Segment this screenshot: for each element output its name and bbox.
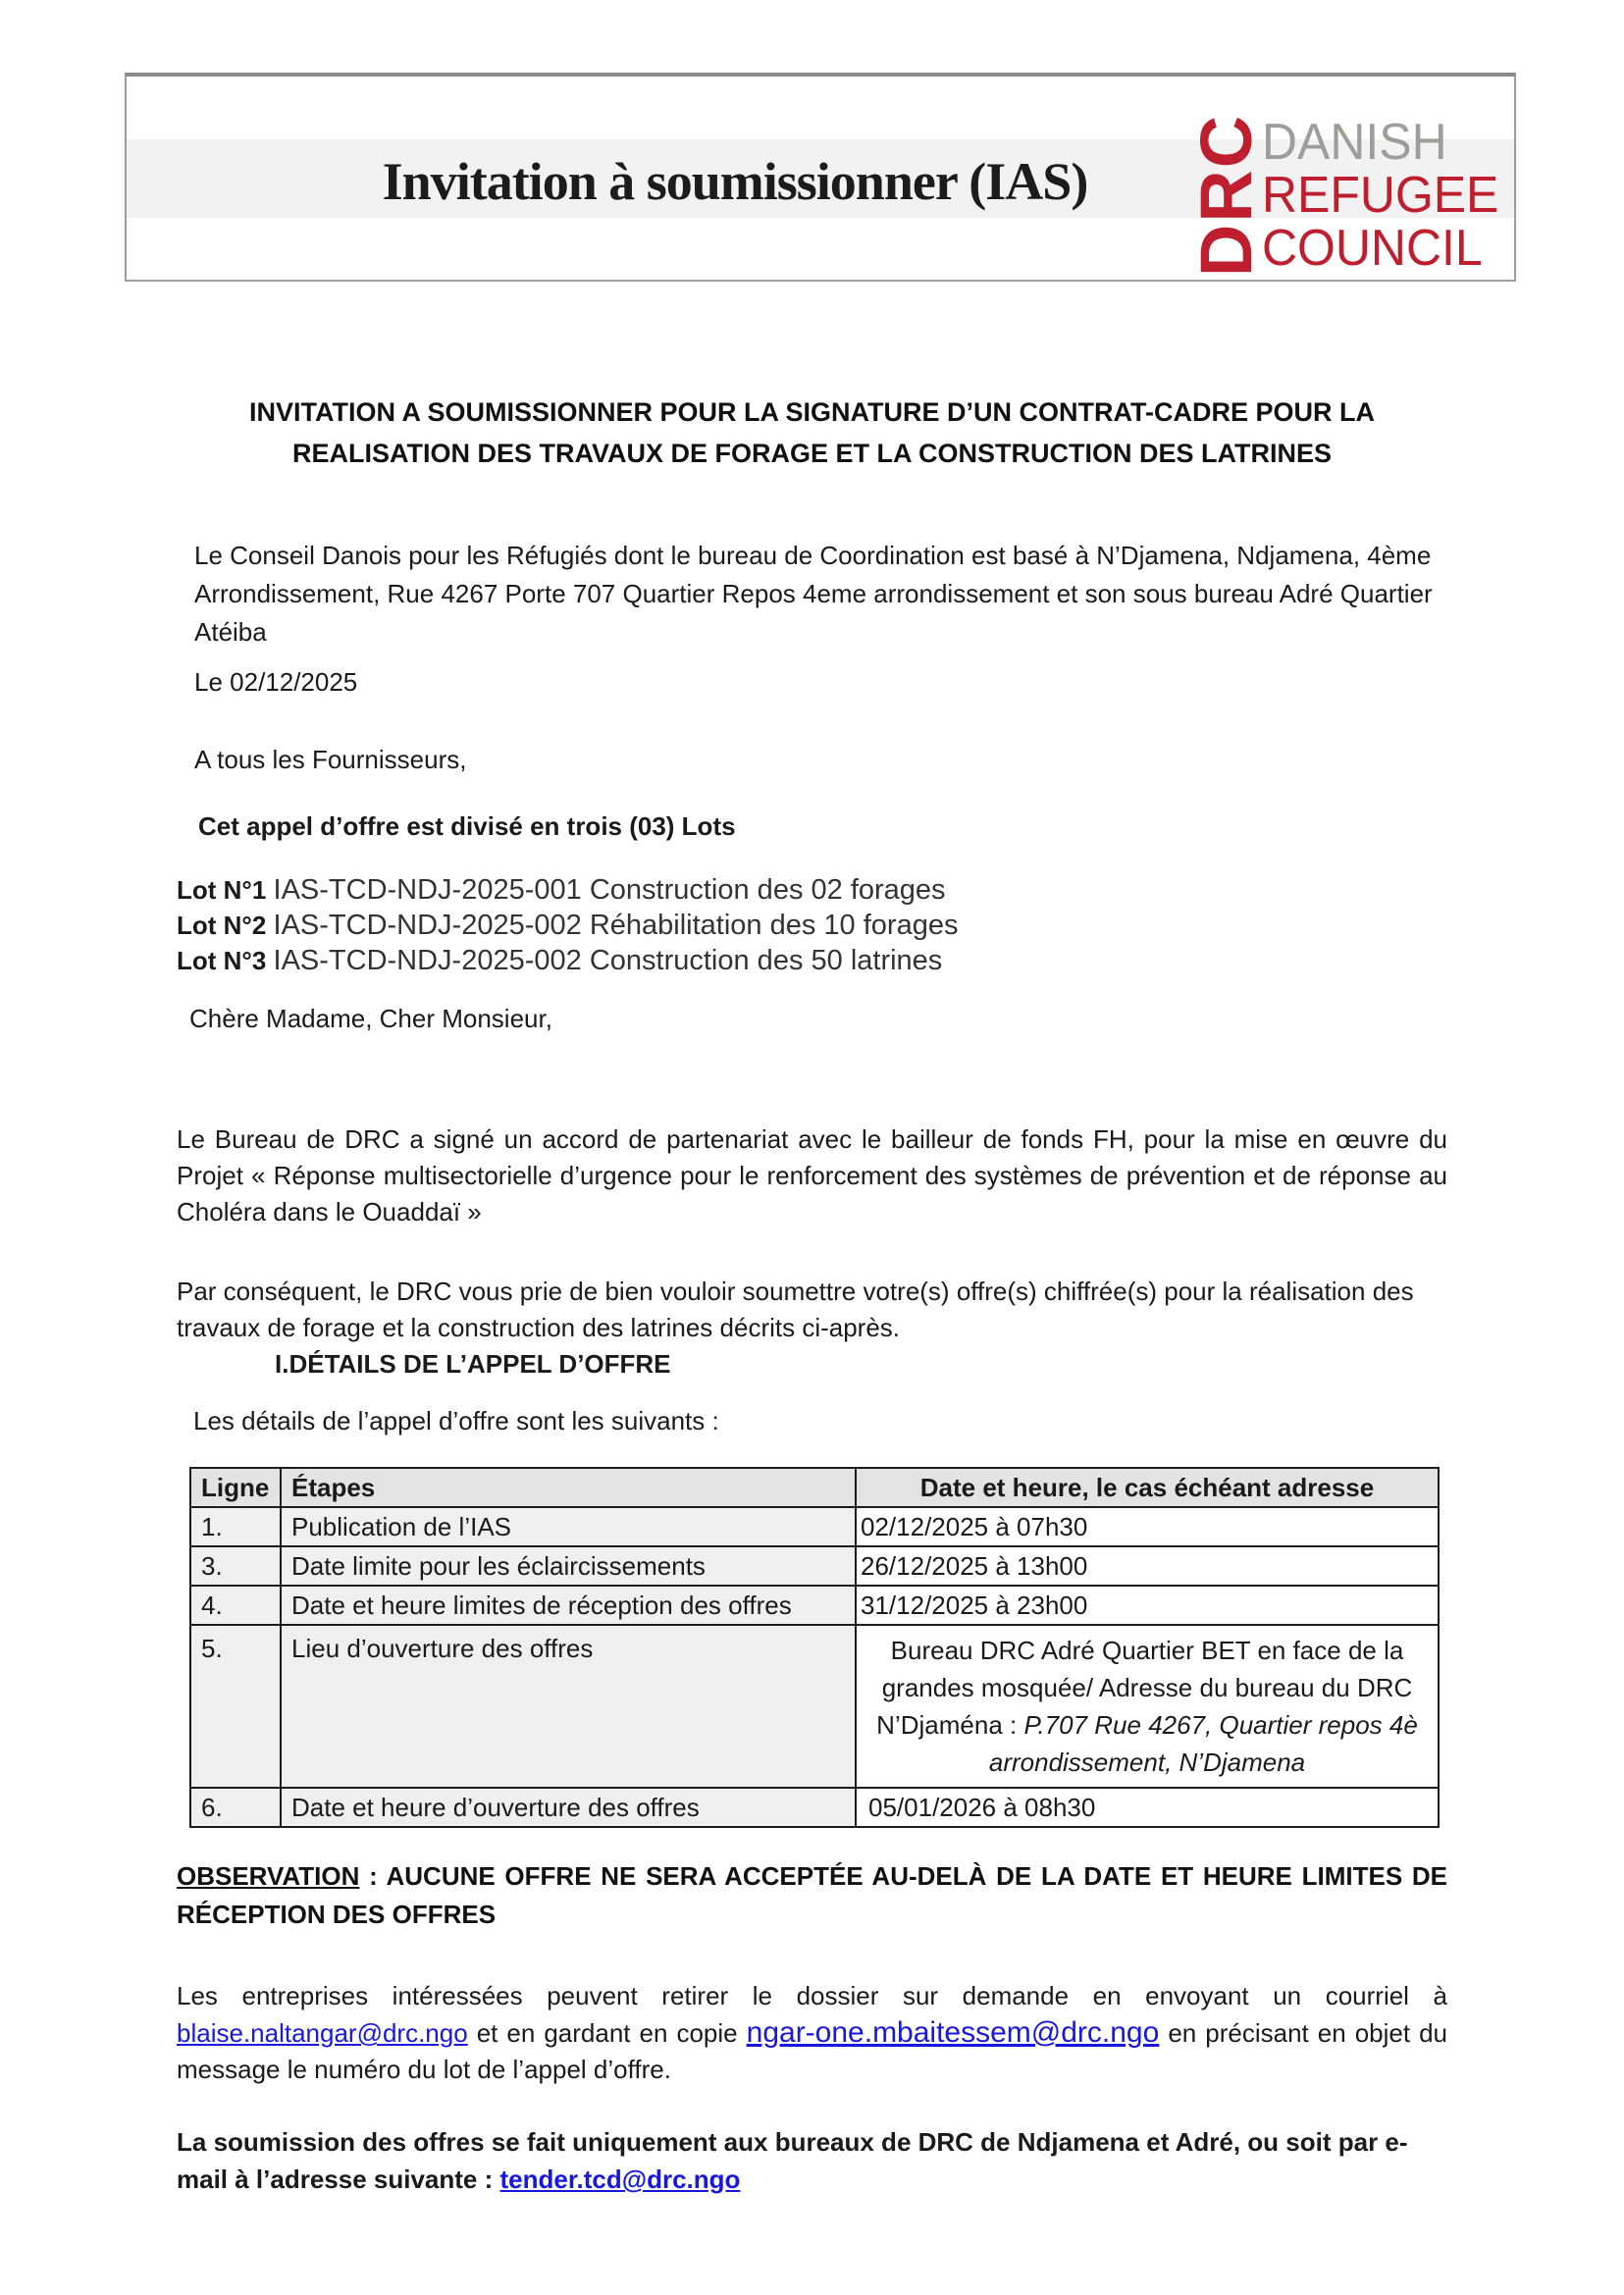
request-paragraph: Par conséquent, le DRC vous prie de bien vouloir soumettre votre(s) offre(s) chiffrée(s) pour la réalisation des travaux de forage et la construction des latrines décrits ci-après. bbox=[177, 1277, 1414, 1342]
main-heading bbox=[177, 391, 1447, 474]
row-num-cell: 4. bbox=[190, 1586, 281, 1625]
withdraw-paragraph bbox=[177, 1978, 1447, 2088]
table-row bbox=[190, 1625, 1439, 1788]
logo-word-refugee: REFUGEE bbox=[1261, 167, 1498, 224]
lot-3-value: IAS-TCD-NDJ-2025-002 Construction des 50 latrines bbox=[273, 945, 943, 976]
address-part-3: P.707 Rue 4267, Quartier repos 4è arrondissement, N’Djamena bbox=[988, 1710, 1418, 1777]
observation-text: : AUCUNE OFFRE NE SERA ACCEPTÉE AU-DELÀ DE LA DATE ET HEURE LIMITES DE RÉCEPTION DES OFFRES bbox=[177, 1861, 1447, 1929]
lot-1-value: IAS-TCD-NDJ-2025-001 Construction des 02 forages bbox=[273, 874, 946, 906]
drc-logo-vertical-text: DRC bbox=[1184, 113, 1267, 278]
date-cell: 26/12/2025 à 13h00 bbox=[856, 1546, 1439, 1586]
lot-2-label: Lot N°2 bbox=[177, 911, 267, 940]
date-line: Le 02/12/2025 bbox=[194, 667, 358, 697]
document-header bbox=[125, 73, 1516, 282]
email-link-blaise[interactable]: blaise.naltangar@drc.ngo bbox=[177, 2018, 468, 2048]
withdraw-text-3: en précisant en objet du message le numéro du lot de l’appel d’offre. bbox=[177, 2018, 1448, 2084]
date-cell: 02/12/2025 à 07h30 bbox=[856, 1507, 1439, 1546]
lot-2-value: IAS-TCD-NDJ-2025-002 Réhabilitation des 10 forages bbox=[273, 910, 959, 941]
row-num-cell: 1. bbox=[190, 1507, 281, 1546]
document-title: Invitation à soumissionner (IAS) bbox=[382, 152, 1088, 211]
intro-paragraph: Le Conseil Danois pour les Réfugiés dont le bureau de Coordination est basé à N’Djamena, Ndjamena, 4ème Arrondissement, Rue 4267 Porte 707 Quartier Repos 4eme arrondissement et son sous bureau Adré Quartier Atéiba bbox=[194, 541, 1433, 647]
address-part-2: Adresse du bureau du DRC N’Djaména : bbox=[876, 1673, 1413, 1740]
salutation: Chère Madame, Cher Monsieur, bbox=[189, 1004, 552, 1033]
observation-paragraph bbox=[177, 1857, 1447, 1934]
step-cell: Publication de l’IAS bbox=[281, 1507, 856, 1546]
drc-logo bbox=[1184, 104, 1508, 287]
drc-logo-wordmark bbox=[1262, 116, 1498, 275]
main-heading-line2: REALISATION DES TRAVAUX DE FORAGE ET LA CONSTRUCTION DES LATRINES bbox=[291, 439, 1333, 468]
lot-item-1 bbox=[177, 872, 1447, 908]
col-header-date: Date et heure, le cas échéant adresse bbox=[856, 1468, 1439, 1507]
main-heading-line1: INVITATION A SOUMISSIONNER POUR LA SIGNATURE D’UN CONTRAT-CADRE POUR LA bbox=[249, 397, 1375, 427]
row-num-cell: 6. bbox=[190, 1788, 281, 1827]
email-link-tender[interactable]: tender.tcd@drc.ngo bbox=[499, 2165, 741, 2194]
step-cell: Date limite pour les éclaircissements bbox=[281, 1546, 856, 1586]
details-intro: Les détails de l’appel d’offre sont les suivants : bbox=[193, 1406, 719, 1435]
lot-3-label: Lot N°3 bbox=[177, 946, 267, 975]
submission-text: La soumission des offres se fait uniquement aux bureaux de DRC de Ndjamena et Adré, ou soit par e-mail à l’adresse suivante : bbox=[177, 2127, 1408, 2194]
email-link-ngar-one[interactable]: ngar-one.mbaitessem@drc.ngo bbox=[746, 2016, 1160, 2049]
suppliers-line: A tous les Fournisseurs, bbox=[194, 745, 467, 774]
opening-address-cell bbox=[856, 1625, 1439, 1788]
col-header-etapes: Étapes bbox=[281, 1468, 856, 1507]
lots-list bbox=[177, 872, 1447, 978]
drc-logo-vertical-wrap bbox=[1184, 104, 1267, 287]
table-row bbox=[190, 1586, 1439, 1625]
row-num-cell: 3. bbox=[190, 1546, 281, 1586]
date-cell: 05/01/2026 à 08h30 bbox=[856, 1788, 1439, 1827]
row-num-cell: 5. bbox=[190, 1625, 281, 1788]
observation-label: OBSERVATION bbox=[177, 1861, 360, 1891]
withdraw-text-2: et en gardant en copie bbox=[467, 2018, 747, 2048]
submission-paragraph bbox=[177, 2123, 1447, 2198]
step-cell: Lieu d’ouverture des offres bbox=[281, 1625, 856, 1788]
details-section-heading: I.DÉTAILS DE L’APPEL D’OFFRE bbox=[275, 1349, 671, 1379]
table-row bbox=[190, 1507, 1439, 1546]
lots-intro: Cet appel d’offre est divisé en trois (03) Lots bbox=[198, 811, 736, 841]
logo-word-council: COUNCIL bbox=[1261, 220, 1483, 277]
address-part-1: Bureau DRC Adré Quartier BET en face de la grandes mosquée/ bbox=[881, 1636, 1404, 1702]
table-row bbox=[190, 1788, 1439, 1827]
document-body bbox=[0, 391, 1624, 2198]
logo-word-danish: DANISH bbox=[1261, 114, 1447, 171]
date-cell: 31/12/2025 à 23h00 bbox=[856, 1586, 1439, 1625]
step-cell: Date et heure limites de réception des offres bbox=[281, 1586, 856, 1625]
lot-1-label: Lot N°1 bbox=[177, 875, 267, 905]
partnership-paragraph: Le Bureau de DRC a signé un accord de partenariat avec le bailleur de fonds FH, pour la mise en œuvre du Projet « Réponse multisectorielle d’urgence pour le renforcement des systèmes de prévention et de réponse au Choléra dans le Ouaddaï » bbox=[177, 1124, 1447, 1226]
table-row bbox=[190, 1546, 1439, 1586]
tender-details-table bbox=[189, 1467, 1440, 1828]
table-header-row bbox=[190, 1468, 1439, 1507]
withdraw-text-1: Les entreprises intéressées peuvent retirer le dossier sur demande en envoyant un courriel à bbox=[177, 1981, 1447, 2010]
col-header-ligne: Ligne bbox=[190, 1468, 281, 1507]
step-cell: Date et heure d’ouverture des offres bbox=[281, 1788, 856, 1827]
lot-item-2 bbox=[177, 908, 1447, 943]
lot-item-3 bbox=[177, 943, 1447, 978]
